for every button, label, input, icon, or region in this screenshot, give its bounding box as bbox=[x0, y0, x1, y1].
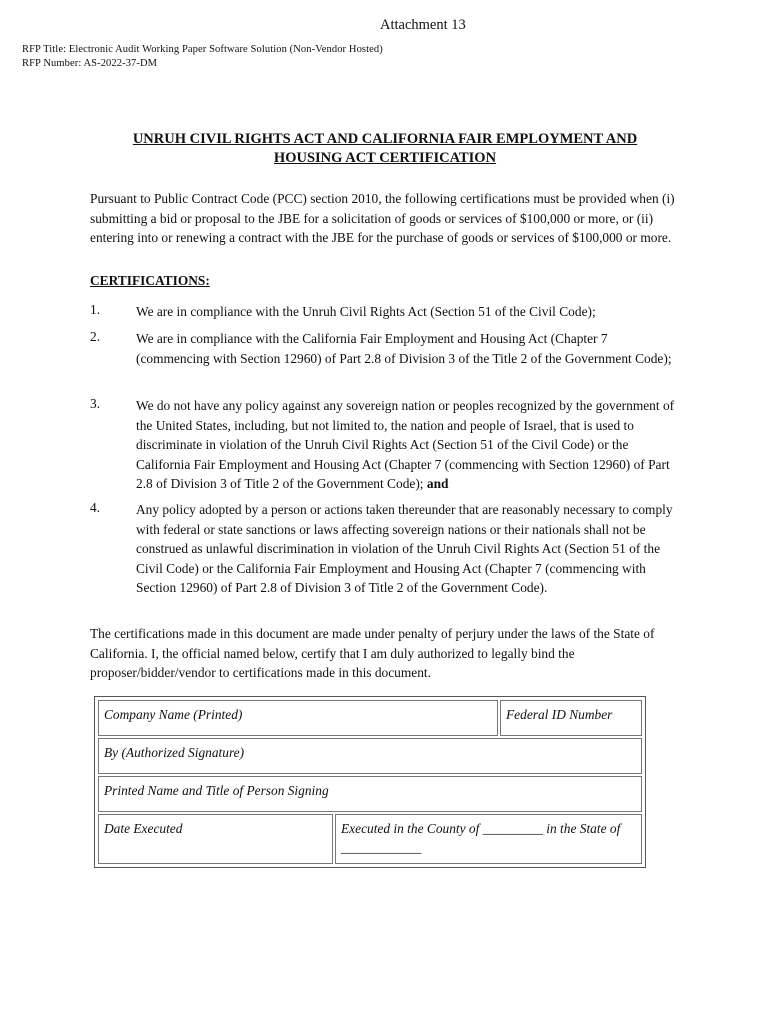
county-state-field[interactable]: Executed in the County of _________ in the State of ____________ bbox=[335, 814, 642, 864]
cert-2-text: We are in compliance with the California Fair Employment and Housing Act (Chapter 7 (commencing with Section 12960) of Part 2.8 of Division 3 of the Title 2 of the Government Code); bbox=[136, 331, 672, 366]
cert-3-text: We do not have any policy against any sovereign nation or peoples recognized by the government of the United States, including, but not limited to, the nation and people of Israel, that is used to discriminate in violation of the Unruh Civil Rights Act (Section 51 of the Civil Code) or the California Fair Employment and Housing Act (Chapter 7 (commencing with Section 12960) of Part 2.8 of Division 3 of Title 2 of the Government Code); bbox=[136, 398, 675, 491]
company-name-field[interactable]: Company Name (Printed) bbox=[98, 700, 498, 736]
cert-4-text: Any policy adopted by a person or actions taken thereunder that are reasonably necessary to comply with federal or state sanctions or laws affecting sovereign nations or their nationals shall not be construed as unlawful discrimination in violation of the Unruh Civil Rights Act (Section 51 of the Civil Code) or the California Fair Employment and Housing Act (Chapter 7 (commencing with Section 12960) of Part 2.8 of Division 3 of Title 2 of the Government Code). bbox=[136, 502, 673, 595]
title-line-1: UNRUH CIVIL RIGHTS ACT AND CALIFORNIA FAIR EMPLOYMENT AND bbox=[132, 131, 638, 147]
attachment-label: Attachment 13 bbox=[380, 17, 466, 33]
certifications-heading: CERTIFICATIONS: bbox=[90, 273, 210, 288]
rfp-title: RFP Title: Electronic Audit Working Paper Software Solution (Non-Vendor Hosted) bbox=[22, 44, 383, 55]
cert-3-number: 3. bbox=[90, 396, 101, 411]
rfp-number: RFP Number: AS-2022-37-DM bbox=[22, 58, 158, 69]
cert-3-and: and bbox=[426, 476, 449, 491]
printed-name-title-field[interactable]: Printed Name and Title of Person Signing bbox=[98, 776, 642, 812]
date-executed-field[interactable]: Date Executed bbox=[98, 814, 333, 864]
signature-form-table bbox=[94, 696, 646, 868]
cert-3-block bbox=[136, 396, 684, 494]
intro-paragraph: Pursuant to Public Contract Code (PCC) section 2010, the following certifications must be provided when (i) submitting a bid or proposal to the JBE for a solicitation of goods or services of $100,000 or more, or (ii) entering into or renewing a contract with the JBE for the purchase of goods or services of $100,000 or more. bbox=[90, 191, 675, 245]
authorized-signature-field[interactable]: By (Authorized Signature) bbox=[98, 738, 642, 774]
document-title bbox=[90, 130, 680, 168]
cert-2-number: 2. bbox=[90, 329, 101, 344]
title-line-2: HOUSING ACT CERTIFICATION bbox=[273, 150, 497, 166]
cert-1-text: We are in compliance with the Unruh Civil Rights Act (Section 51 of the Civil Code); bbox=[136, 304, 596, 319]
federal-id-field[interactable]: Federal ID Number bbox=[500, 700, 642, 736]
cert-1-number: 1. bbox=[90, 302, 101, 317]
cert-4-number: 4. bbox=[90, 500, 101, 515]
closing-paragraph: The certifications made in this document are made under penalty of perjury under the laws of the State of California. I, the official named below, certify that I am duly authorized to legally bind the proposer/bidder/vendor to certifications made in this document. bbox=[90, 626, 655, 680]
